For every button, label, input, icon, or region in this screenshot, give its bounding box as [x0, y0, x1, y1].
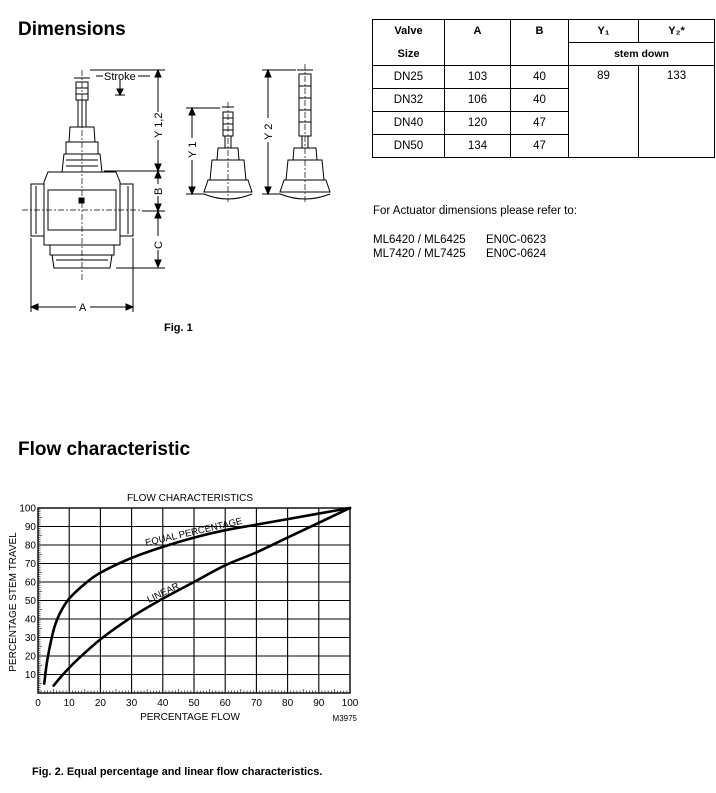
dimensions-title: Dimensions — [18, 19, 126, 40]
label-y1: Y 1 — [187, 141, 199, 158]
label-c: C — [153, 241, 165, 249]
y-tick-label: 20 — [24, 651, 36, 663]
cell-size: DN50 — [373, 135, 445, 158]
y-tick-label: 90 — [24, 522, 36, 533]
y-tick-label: 80 — [24, 540, 36, 552]
chart-ylabel: PERCENTAGE STEM TRAVEL — [8, 532, 19, 672]
cell-b: 47 — [511, 135, 569, 158]
label-y12: Y 1,2 — [153, 112, 165, 138]
y-tick-label: 70 — [24, 559, 36, 570]
cell-a: 120 — [445, 112, 511, 135]
y-tick-label: 40 — [24, 614, 36, 626]
cell-a: 103 — [445, 66, 511, 89]
cell-b: 40 — [511, 66, 569, 89]
actuator-y2-drawing — [280, 64, 330, 202]
fig2-caption: Fig. 2. Equal percentage and linear flow characteristics. — [32, 766, 323, 778]
label-a: A — [79, 302, 87, 314]
cell-size: DN40 — [373, 112, 445, 135]
header-valve: Valve — [373, 20, 445, 43]
x-tick-label: 40 — [157, 698, 169, 709]
header-size: Size — [373, 43, 445, 66]
x-tick-label: 60 — [219, 698, 231, 709]
valve-dimension-drawing — [15, 62, 360, 332]
cell-a: 106 — [445, 89, 511, 112]
y-tick-label: 60 — [24, 577, 36, 589]
flow-title: Flow characteristic — [18, 439, 191, 460]
cell-size: DN25 — [373, 66, 445, 89]
actuator-ref-doc: EN0C-0623 — [486, 234, 547, 246]
cell-size: DN32 — [373, 89, 445, 112]
y-tick-label: 100 — [19, 503, 36, 515]
cell-b: 40 — [511, 89, 569, 112]
x-tick-label: 80 — [282, 698, 294, 709]
actuator-y1-drawing — [204, 102, 252, 202]
header-y1: Y₁ — [569, 20, 639, 43]
x-tick-label: 30 — [126, 698, 138, 709]
header-y2: Y₂* — [639, 20, 715, 43]
cell-b: 47 — [511, 112, 569, 135]
fig1-caption: Fig. 1 — [164, 322, 193, 334]
actuator-ref-models: ML7420 / ML7425 — [373, 248, 466, 260]
chart-code: M3975 — [332, 714, 357, 723]
actuator-ref-doc: EN0C-0624 — [486, 248, 547, 260]
x-tick-label: 0 — [35, 698, 41, 709]
header-a: A — [445, 20, 511, 66]
label-y2: Y 2 — [263, 123, 275, 140]
x-tick-label: 10 — [63, 698, 75, 709]
cell-a: 134 — [445, 135, 511, 158]
chart-xlabel: PERCENTAGE FLOW — [140, 712, 240, 723]
actuator-ref-models: ML6420 / ML6425 — [373, 234, 466, 246]
series-label-equal-percentage: EQUAL PERCENTAGE — [144, 515, 244, 549]
table-row — [373, 66, 715, 89]
y-tick-label: 10 — [24, 670, 36, 681]
x-tick-label: 50 — [188, 698, 200, 709]
y-tick-label: 50 — [24, 596, 36, 607]
label-stroke: Stroke — [104, 71, 136, 83]
cell-y1: 89 — [569, 66, 639, 158]
x-tick-label: 100 — [341, 698, 359, 709]
series-label-linear: LINEAR — [145, 580, 182, 606]
flow-characteristic-chart — [0, 485, 372, 730]
cell-y2: 133 — [639, 66, 715, 158]
dimensions-table — [372, 19, 715, 158]
chart-title: FLOW CHARACTERISTICS — [126, 493, 254, 504]
header-stem-down: stem down — [569, 43, 715, 66]
x-tick-label: 20 — [94, 698, 106, 709]
header-b: B — [511, 20, 569, 66]
actuator-note: For Actuator dimensions please refer to: — [373, 205, 577, 217]
x-tick-label: 90 — [313, 698, 325, 709]
label-b: B — [153, 187, 165, 195]
y-tick-label: 30 — [24, 633, 36, 644]
valve-body-drawing — [22, 70, 142, 282]
x-tick-label: 70 — [250, 698, 262, 709]
